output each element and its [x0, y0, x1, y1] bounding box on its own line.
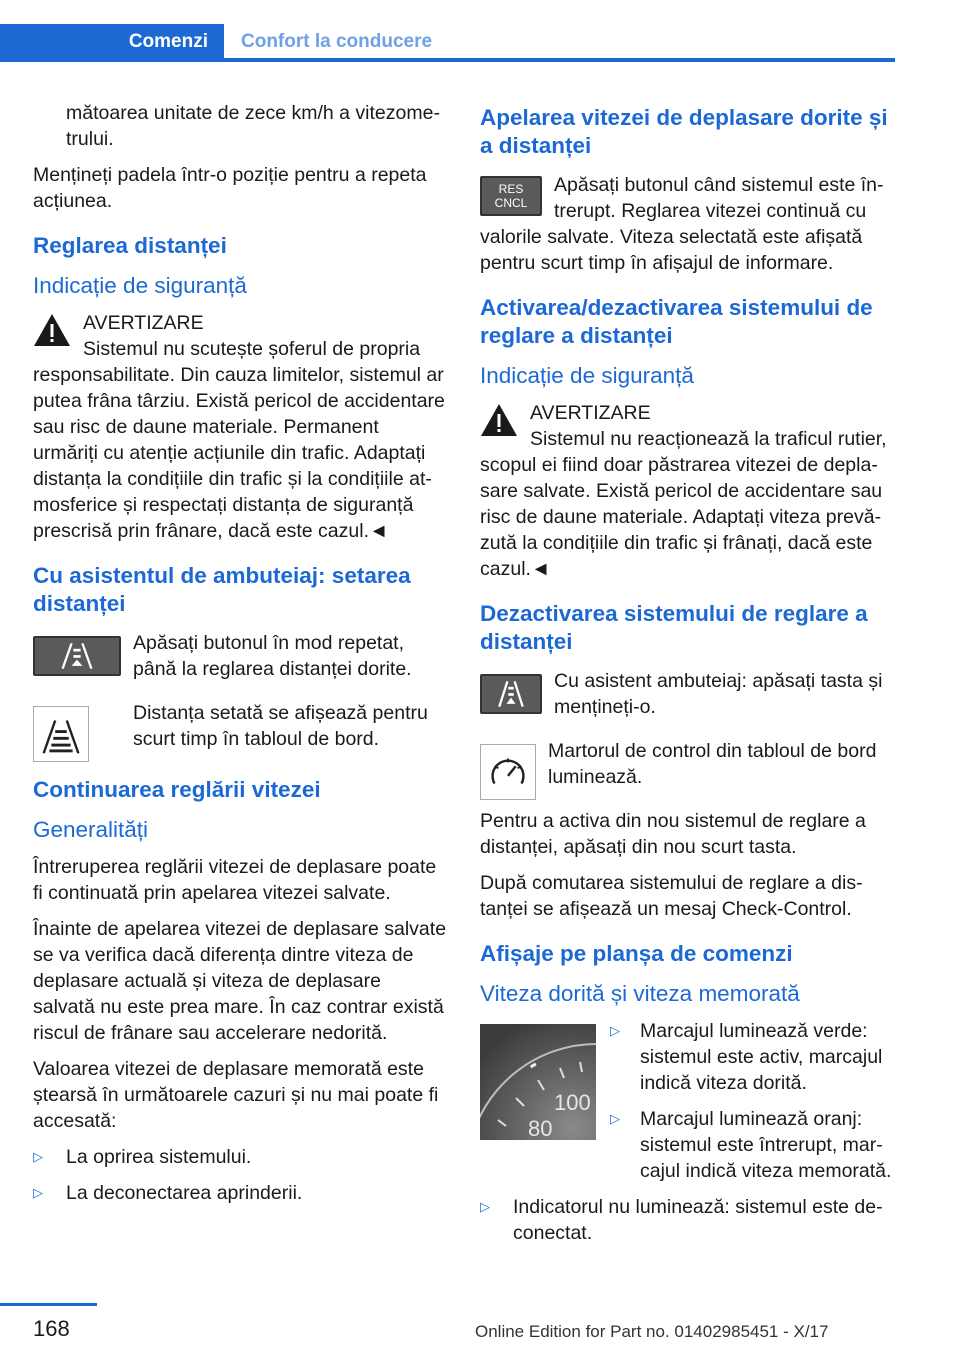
continued-text: mătoarea unitate de zece km/h a vitezometrului.: [66, 102, 440, 150]
heading-safety: Indicație de siguranță: [33, 273, 247, 298]
warning-icon: [33, 312, 71, 348]
edition-note: Online Edition for Part no. 01402985451 - X/17: [475, 1322, 829, 1341]
tab-comenzi[interactable]: Comenzi: [0, 24, 224, 58]
header-bar: [0, 0, 895, 62]
paragraph-before: Înainte de apelarea vitezei de deplasare salvate se va verifica dacă diferența dintre viteza de deplasare actuală și viteza de deplasare salvată nu este prea mare. În caz contrar există riscul de frânare sau accelerare nedorită.: [33, 918, 447, 1044]
heading-call: Apelarea vitezei de deplasare dorite și a distanței: [480, 105, 888, 158]
warning-first-line: Sistemul nu reacționează la traficul rutier,: [530, 428, 887, 450]
list-item: ▷ Marcajul luminează verde: sistemul este activ, marcajul indică viteza dorită.: [610, 1020, 883, 1094]
header-rule: [0, 58, 895, 62]
triangle-bullet-icon: ▷: [610, 1023, 620, 1038]
triangle-bullet-icon: ▷: [33, 1149, 43, 1164]
left-column: [33, 100, 447, 1216]
svg-text:80: 80: [528, 1116, 553, 1140]
heading-general: Generalități: [33, 817, 149, 842]
paragraph-interrupt: Întreruperea reglării vitezei de deplasare poate fi continuată prin apelarea vitezei salvate.: [33, 856, 437, 904]
heading-distance: Reglarea distanței: [33, 233, 227, 258]
paragraph-deleted: Valoarea vitezei de deplasare memorată este ștearsă în următoarele cazuri și nu mai poate fi accesată:: [33, 1058, 439, 1132]
svg-text:100: 100: [554, 1090, 591, 1115]
warning-icon: [480, 402, 518, 438]
right-column: [480, 100, 894, 1256]
lamp-para: [480, 738, 894, 796]
deactivate-para: [480, 668, 894, 726]
speedometer-lamp-icon: [480, 744, 536, 800]
heading-activate: Activarea/dezactivarea sistemului de reglare a distanței: [480, 295, 873, 348]
footer-rule: [0, 1303, 97, 1306]
speed-gauge-image: [480, 1024, 596, 1140]
distance-display-para: [33, 700, 447, 758]
warning-text-right: scopul ei fiind doar păstrarea vitezei de deplasare salvate. Există pericol de accidentare sau risc de daune materiale. Adaptați viteza prevăzută la condițiile din trafic și frânați, dacă este cazul.◄: [480, 454, 883, 580]
deactivate-text: Cu asistent ambuteiaj: apăsați tasta și mențineți-o.: [554, 670, 883, 718]
res-text-first: Apăsați butonul când sistemul este întrerupt. Reglarea vitezei continuă cu: [554, 174, 884, 222]
res-para: [480, 172, 894, 224]
distance-button-icon: [33, 636, 121, 676]
distance-display-text: Distanța setată se afișează pentru scurt timp în tabloul de bord.: [133, 702, 428, 750]
heading-continue: Continuarea reglării vitezei: [33, 777, 321, 802]
triangle-bullet-icon: ▷: [33, 1185, 43, 1200]
assist-button-para: [33, 630, 447, 688]
tab-confort[interactable]: Confort la conducere: [241, 31, 433, 52]
list-item: ▷ La oprirea sistemului.: [33, 1146, 252, 1168]
paragraph-reactivate: Pentru a activa din nou sistemul de reglare a distanței, apăsați din nou scurt tasta.: [480, 810, 866, 858]
heading-assist: Cu asistentul de ambuteiaj: setarea distanței: [33, 563, 411, 616]
deleted-list: [33, 1144, 447, 1206]
page-number: 168: [33, 1316, 70, 1341]
list-item: ▷ Marcajul luminează oranj: sistemul este întrerupt, marcajul indică viteza memorată.: [610, 1108, 892, 1182]
warning-text: responsabilitate. Din cauza limitelor, sistemul ar putea frâna târziu. Există pericol de accidentare sau risc de daune materiale. Permanent urmăriți cu atenție acțiunile din trafic. Adaptați distanța la condițiile din trafic și la condițiile atmosferice și respectați distanța de siguranță prescrisă prin frânare, dacă este cazul.◄: [33, 364, 445, 542]
heading-speed: Viteza dorită și viteza memorată: [480, 981, 800, 1006]
warning-block-right: [480, 400, 894, 452]
warning-title: AVERTIZARE: [530, 402, 651, 424]
distance-indicator-icon: [33, 706, 89, 762]
distance-button-icon: [480, 674, 542, 714]
paragraph-hold: Mențineți padela într-o poziție pentru a repeta acțiunea.: [33, 164, 427, 212]
res-cncl-button-icon: RES CNCL: [480, 176, 542, 216]
triangle-bullet-icon: ▷: [610, 1111, 620, 1126]
final-list: [480, 1194, 894, 1246]
triangle-bullet-icon: ▷: [480, 1199, 490, 1214]
list-item: ▷ Indicatorul nu luminează: sistemul este deconectat.: [480, 1196, 883, 1244]
paragraph-switch: După comutarea sistemului de reglare a distanței se afișează un mesaj Check-Control.: [480, 872, 863, 920]
warning-block: [33, 310, 447, 362]
assist-text: Apăsați butonul în mod repetat, până la reglarea distanței dorite.: [133, 632, 412, 680]
heading-displays: Afișaje pe planșa de comenzi: [480, 941, 793, 966]
warning-first-line: Sistemul nu scutește șoferul de propria: [83, 338, 421, 360]
list-item: ▷ La deconectarea aprinderii.: [33, 1182, 303, 1204]
lamp-text: Martorul de control din tabloul de bord luminează.: [548, 740, 877, 788]
gauge-block: [480, 1018, 894, 1184]
warning-title: AVERTIZARE: [83, 312, 204, 334]
heading-deactivate: Dezactivarea sistemului de reglare a distanței: [480, 601, 868, 654]
res-text-rest: valorile salvate. Viteza selectată este afișată pentru scurt timp în afișajul de informare.: [480, 226, 863, 274]
heading-safety-right: Indicație de siguranță: [480, 363, 694, 388]
